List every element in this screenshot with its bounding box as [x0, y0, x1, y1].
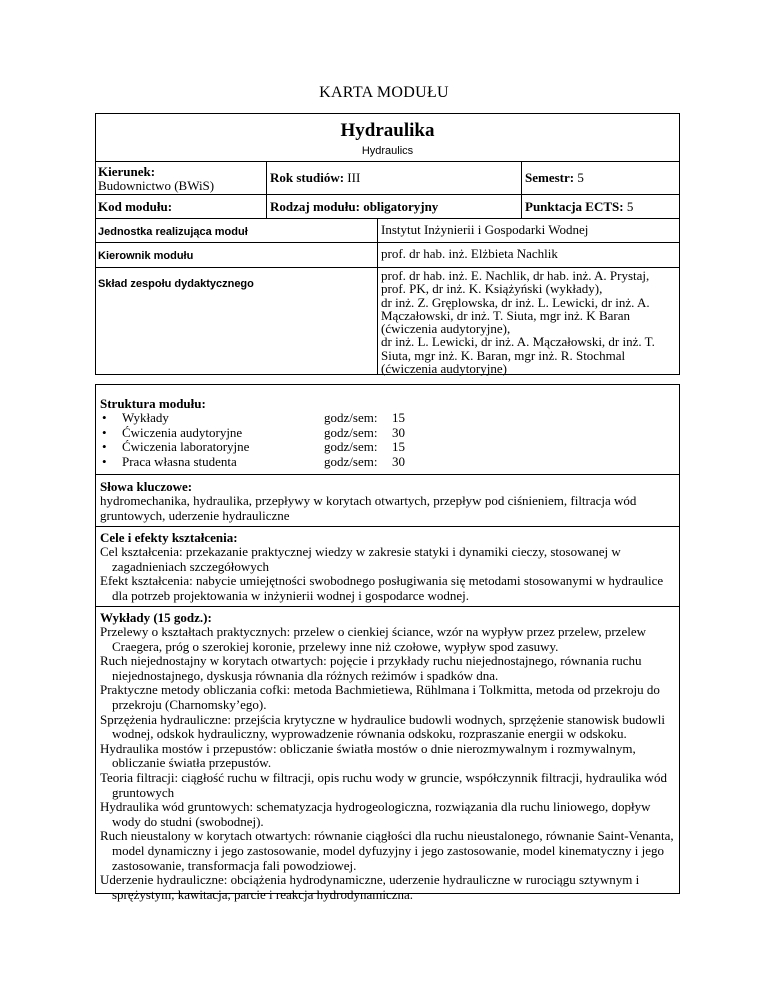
divider — [96, 474, 679, 475]
team-line: Mączałowski, dr inż. T. Siuta, mgr inż. K Baran — [381, 307, 630, 323]
divider — [266, 161, 267, 218]
lecture-topic: Ruch niejednostajny w korytach otwartych: pojęcie i przykłady ruchu niejednostajnego, równania ruchu niejednostajnego, dyskusja równania dla różnych reżimów i spadków dna. — [100, 653, 642, 683]
field-label: Kod modułu: — [98, 199, 173, 214]
teaching-team-list — [381, 269, 677, 375]
structure-item-unit: godz/sem: — [324, 424, 378, 440]
team-line: dr inż. Z. Gręplowska, dr inż. L. Lewicki, dr inż. A. — [381, 294, 650, 310]
subject-name: Hydraulika — [340, 120, 435, 141]
module-details-table — [95, 384, 680, 902]
field-label: Kierunek: — [98, 164, 156, 179]
section-title: Wykłady (15 godz.): — [100, 610, 212, 625]
structure-item — [100, 440, 675, 455]
structure-item-hours: 30 — [392, 424, 405, 440]
keywords-section — [96, 479, 679, 523]
lecture-topic: Hydraulika wód gruntowych: schematyzacja hydrogeologiczna, rozwiązania dla ruchu liniowego, dopływ wody do studni (swobodnej). — [100, 799, 651, 829]
module-structure-section — [96, 396, 679, 469]
structure-item-label: Ćwiczenia audytoryjne — [122, 424, 243, 440]
divider — [521, 161, 522, 218]
lecture-topic: Praktyczne metody obliczania cofki: metoda Bachmietiewa, Rühlmana i Tolkmitta, metoda od przekroju do przekroju (Charnomsky’ego). — [100, 682, 660, 712]
field-value: obligatoryjny — [363, 199, 439, 214]
team-line: (ćwiczenia audytoryjne) — [381, 361, 507, 377]
team-line: dr inż. L. Lewicki, dr inż. A. Mączałowski, dr inż. T. — [381, 334, 655, 350]
structure-item-hours: 30 — [392, 453, 405, 469]
structure-item — [100, 455, 675, 470]
lecture-topic: Ruch nieustalony w korytach otwartych: równanie ciągłości dla ruchu nieustalonego, równanie Saint-Venanta, model dynamiczny i jego zastosowanie, model dyfuzyjny i jego zastosowanie, model kinematyczny i jego zastosowanie, transformacja fali powodziowej. — [100, 828, 674, 873]
field-label: Punktacja ECTS: — [525, 199, 624, 214]
field-value: 5 — [577, 170, 584, 185]
structure-item-hours: 15 — [392, 439, 405, 454]
divider — [377, 218, 378, 374]
field-label: Rodzaj modułu: — [270, 199, 360, 214]
bullet-icon: • — [102, 410, 107, 425]
bullet-icon: • — [102, 424, 107, 440]
divider — [96, 161, 679, 162]
section-title: Cele i efekty kształcenia: — [100, 530, 238, 545]
unit-value: Instytut Inżynierii i Gospodarki Wodnej — [381, 222, 589, 237]
field-year-of-study — [270, 171, 518, 185]
team-line: Siuta, mgr inż. K. Baran, mgr inż. R. Stochmal — [381, 347, 626, 363]
objective-paragraph: Efekt kształcenia: nabycie umiejętności swobodnego posługiwania się metodami stosowanymi w hydraulice dla potrzeb projektowania w inżynierii wodnej i gospodarce wodnej. — [100, 573, 664, 603]
divider — [96, 526, 679, 527]
objective-paragraph: Cel kształcenia: przekazanie praktycznej wiedzy w zakresie statyki i dynamiki cieczy, stosowanej w zagadnieniach szczegółowych — [100, 544, 621, 574]
field-value: Budownictwo (BWiS) — [98, 178, 215, 193]
lectures-section — [96, 610, 679, 902]
structure-item-label: Wykłady — [122, 410, 169, 425]
structure-item-unit: godz/sem: — [324, 439, 378, 454]
teaching-team-label: Skład zespołu dydaktycznego — [98, 278, 254, 290]
structure-item-label: Ćwiczenia laboratoryjne — [122, 439, 250, 454]
field-value: 5 — [626, 199, 634, 214]
keywords-text: hydromechanika, hydraulika, przepływy w korytach otwartych, przepływ pod ciśnieniem, filtracja wód gruntowych, uderzenie hydrauliczne — [100, 493, 637, 523]
lecture-topic: Hydraulika mostów i przepustów: obliczanie światła mostów o dnie nierozmywalnym i rozmywalnym, obliczanie światła przepustów. — [100, 740, 636, 771]
structure-item-unit: godz/sem: — [324, 453, 378, 469]
divider — [96, 606, 679, 607]
divider — [96, 194, 679, 195]
section-title: Struktura modułu: — [100, 396, 206, 411]
document-title: KARTA MODUŁU — [319, 84, 449, 101]
structure-list — [100, 411, 675, 469]
field-value: III — [347, 170, 361, 185]
lecture-topic: Przelewy o kształtach praktycznych: przelew o cienkiej ściance, wzór na wypływ przez przelew, przelew Craegera, próg o szerokiej koronie, przelewy inne niż czołowe, wypływ spod zasuwy. — [100, 624, 646, 654]
subject-name-english: Hydraulics — [361, 145, 414, 157]
structure-item — [100, 426, 675, 441]
divider — [96, 218, 679, 219]
field-label: Rok studiów: — [270, 170, 345, 185]
field-module-type — [270, 200, 518, 214]
team-line: (ćwiczenia audytoryjne), — [381, 321, 511, 337]
module-head-label: Kierownik modułu — [98, 250, 194, 262]
field-field-of-study — [98, 165, 264, 193]
lecture-topic: Uderzenie hydrauliczne: obciążenia hydrodynamiczne, uderzenie hydrauliczne w rurociągu sztywnym i sprężystym, kawitacja, parcie i reakcja hydrodynamiczna. — [100, 872, 640, 902]
module-head-value: prof. dr hab. inż. Elżbieta Nachlik — [381, 246, 558, 261]
structure-item-unit: godz/sem: — [324, 410, 378, 425]
structure-item-label: Praca własna studenta — [122, 453, 237, 469]
team-line: prof. dr hab. inż. E. Nachlik, dr hab. inż. A. Prystaj, — [381, 268, 650, 283]
lecture-topic: Sprzężenia hydrauliczne: przejścia krytyczne w hydraulice budowli wodnych, sprzężenie stanowisk budowli wodnej, odskok hydrauliczny, wyprowadzenie równania odskoku, rozpraszanie energii w odskoku. — [100, 711, 665, 742]
field-semester — [525, 171, 675, 185]
field-label: Semestr: — [525, 170, 575, 185]
bullet-icon: • — [102, 453, 107, 469]
bullet-icon: • — [102, 439, 107, 454]
structure-item-hours: 15 — [392, 410, 405, 425]
objectives-section — [96, 530, 679, 603]
team-line: prof. PK, dr inż. K. Książyński (wykłady), — [381, 281, 603, 297]
field-module-code — [98, 200, 264, 214]
section-title: Słowa kluczowe: — [100, 479, 193, 494]
structure-item — [100, 411, 675, 426]
divider — [96, 242, 679, 243]
field-ects — [525, 200, 675, 214]
lecture-topic: Teoria filtracji: ciągłość ruchu w filtracji, opis ruchu wody w gruncie, współczynnik filtracji, hydraulika wód gruntowych — [100, 769, 667, 800]
module-info-table — [95, 113, 680, 375]
unit-label: Jednostka realizująca moduł — [98, 226, 248, 238]
